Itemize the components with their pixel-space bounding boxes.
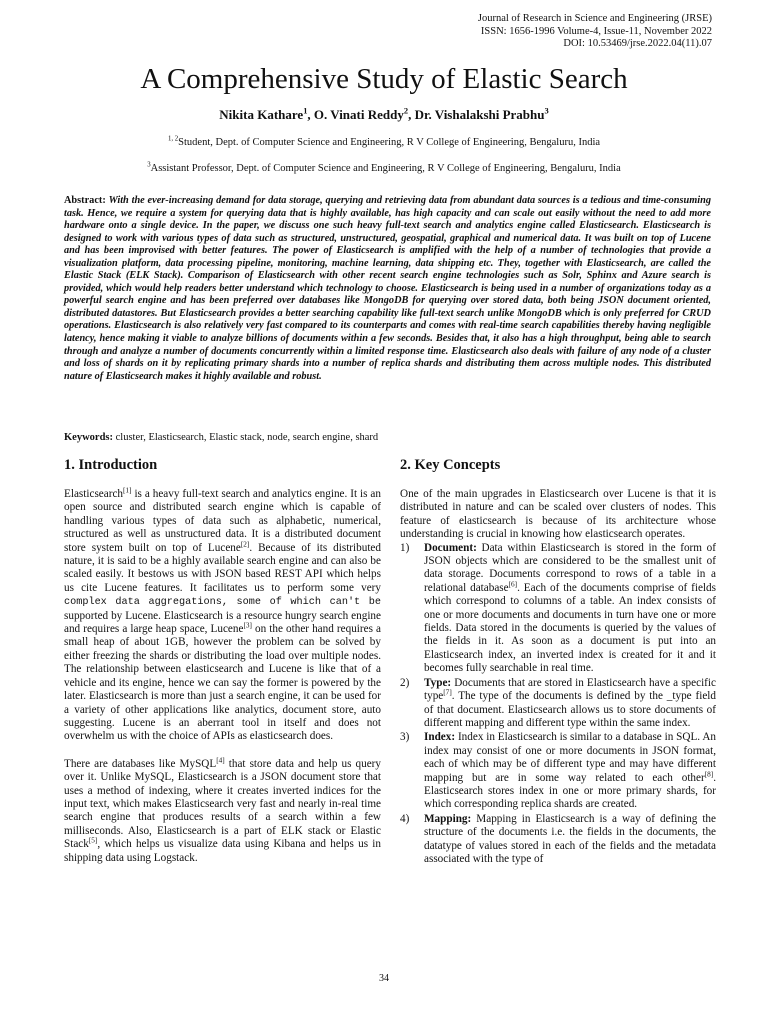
affiliation-1: [0, 137, 768, 148]
affiliation-1-sup: 1, 2: [167, 135, 179, 143]
keywords-label: Keywords:: [64, 432, 113, 443]
list-item: [400, 813, 716, 867]
journal-doi: DOI: 10.53469/jrse.2022.04(11).07: [563, 38, 712, 49]
journal-header: [478, 13, 712, 51]
abstract-text: With the ever-increasing demand for data storage, querying and retrieving data from abundant data sources is a tedious and time-consuming task. Hence, we require a system for querying data that is highly available, has high capacity and can scale out easily without the need to add more hardware onto a single device. In the paper, we discuss one such heavy full-text search and analytics engine called Elasticsearch. Elasticsearch is designed to work with various types of data such as structured, unstructured, geospatial, graphical and numerical data. It was built on top of Lucene and has been improvised with better features. The power of Elasticsearch is amplified with the help of a number of technologies that provide a visualization platform, data processing pipeline, monitoring, machine learning, data shipping etc. They, together with Elasticsearch, are called the Elastic Stack (ELK Stack). Comparison of Elasticsearch with other recent search engine technologies such as Solr, Sphinx and Azure search is provided, which would help readers better understand which technology to choose. Elasticsearch is being used in a number of organizations today as a powerful search engine and has been preferred over databases like MongoDB for querying over stored data, both being JSON document oriented, distributed datastores. But Elasticsearch provides a better searching capability like full-text search unlike MongoDB which is only preferred for CRUD operations. Elasticsearch is also relatively very fast compared to its counterparts and comes with real-time search capabilities thereby having negligible latency, hence making it viable to analyze billions of documents within a few seconds. Besides that, it also has a high throughput, being able to search through and analyze a number of documents concurrently within a limited response time. Elasticsearch also deals with failure of any node of a cluster and loss of shards on it by replicating primary shards into a number of replica shards and distributing them across multiple nodes. This distributed nature of Elasticsearch makes it highly available and robust.: [64, 195, 711, 382]
section-heading-key-concepts: 2. Key Concepts: [400, 457, 501, 473]
text-run: supported by Lucene. Elasticsearch is a resource hungry search engine and requires a large heap space, Lucene: [64, 609, 381, 636]
list-item: [400, 542, 716, 676]
author-separator: ,: [408, 107, 415, 122]
author-1-sup: 1: [303, 105, 308, 116]
citation: [8]: [704, 769, 714, 778]
text-run: Index in Elasticsearch is similar to a database in SQL. An index may consist of one or more documents in JSON format, each of which may be of different type and may have different mapping but are in some way related to each other: [424, 731, 716, 784]
text-run: on the other hand requires a small heap of about 1GB, however the problem can be solved by either freezing the shards or distributing the load over multiple nodes. The relationship between elasticsearch and Lucene is like that of a vehicle and its engine, hence we can say the former is powered by the later. Elasticsearch is more than just a search engine, it can be used for a variety of other applications like analytics, document store, auto suggesting. Lucene is an aberrant tool in itself and does not overwhelm us with the choice of APIs as elasticsearch does.: [64, 623, 381, 743]
keywords: [64, 431, 711, 444]
text-run: Data within Elasticsearch is stored in the form of JSON objects which are considered to be the smallest unit of data storage. Documents correspond to rows of a table in a relational database: [424, 541, 716, 594]
journal-name: Journal of Research in Science and Engineering (JRSE): [477, 13, 712, 24]
text-run: Mapping in Elasticsearch is a way of defining the structure of the documents i.e. the fields in the documents, the datatype of values stored in each of the fields and the metadata associated with the type of: [424, 812, 716, 865]
left-column: [64, 456, 381, 865]
concepts-list: [400, 542, 716, 867]
citation: [5]: [88, 836, 98, 845]
concepts-intro-paragraph: One of the main upgrades in Elasticsearch over Lucene is that it is distributed in nature and can be scaled over clusters of nodes. This feature of elasticsearch is because of its architecture whose understanding is crucial in knowing how elasticsearch operates.: [400, 488, 716, 541]
text-run: Documents that are stored in Elasticsearch have a specific type: [424, 676, 716, 703]
text-run: . Elasticsearch stores index in one or more primary shards, for which corresponding replica shards are created.: [424, 771, 716, 811]
list-term: Document:: [424, 541, 477, 554]
text-run: Elasticsearch: [64, 488, 124, 500]
list-term: Index:: [424, 731, 456, 744]
list-number: 1): [400, 541, 410, 554]
author-1: Nikita Kathare: [219, 107, 304, 122]
abstract: [64, 195, 711, 383]
citation: [3]: [243, 621, 252, 630]
author-separator: ,: [307, 107, 314, 122]
list-term: Type:: [424, 676, 452, 689]
text-run: There are databases like MySQL: [64, 757, 217, 770]
citation: [4]: [216, 755, 225, 764]
text-run: . Because of its distributed nature, it is said to be a highly available search engine and can also be scaled easily. It bestows us with JSON based REST API which helps us cite Lucene features. It facilitates us to perform some very: [64, 541, 381, 594]
text-run: . The type of the documents is defined by the _type field of that document. Elasticsearch allows us to store documents of different mapping and different type within the same index.: [424, 690, 716, 729]
text-run: is a heavy full-text search and analytics engine. It is an open source and distributed search engine which is capable of handling various types of data such as alphabetic, numerical, structured as well as unstructured data. It is a distributed document store system built on top of Lucene: [64, 488, 381, 554]
text-run: . Each of the documents comprise of fields which correspond to columns of a table. An index consists of one or more documents and documents in turn have one or more fields. Data stored in the documents is queried by the values of the fields in it. As soon as a document is put into an Elasticsearch index, an inverted index is created for it and it becomes fully searchable in real time.: [424, 581, 716, 675]
right-column: [400, 456, 716, 867]
list-number: 2): [400, 676, 410, 689]
text-run: , which helps us visualize data using Kibana and helps us in shipping data using Logstack.: [64, 838, 381, 864]
citation: [6]: [508, 580, 518, 589]
citation: [2]: [240, 539, 250, 548]
author-list: [0, 107, 768, 123]
affiliation-1-text: Student, Dept. of Computer Science and Engineering, R V College of Engineering, Bengaluru, India: [178, 137, 601, 148]
author-3: Dr. Vishalakshi Prabhu: [414, 107, 545, 122]
text-run-monospace: complex data aggregations, some of which can't be: [64, 597, 381, 609]
affiliation-2-sup: 3: [147, 161, 151, 169]
keywords-text: cluster, Elasticsearch, Elastic stack, node, search engine, shard: [115, 432, 379, 443]
section-heading-introduction: 1. Introduction: [64, 457, 158, 473]
list-item: [400, 677, 716, 731]
list-item: [400, 731, 716, 811]
text-run: that store data and help us query over it. Unlike MySQL, Elasticsearch is a JSON document store that uses a method of indexing, where it creates inverted indices for the input text, which makes Elasticsearch very fast and nearly in-real time search engine that produces results of a search within a few milliseconds. Also, Elasticsearch is a part of ELK stack or Elastic Stack: [64, 757, 381, 851]
affiliation-2-text: Assistant Professor, Dept. of Computer Science and Engineering, R V College of Engineering, Bengaluru, India: [150, 163, 621, 174]
list-number: 4): [400, 812, 410, 825]
abstract-label: Abstract:: [64, 195, 106, 206]
citation: [7]: [443, 688, 452, 697]
journal-issn: ISSN: 1656-1996 Volume-4, Issue-11, November 2022: [480, 25, 712, 37]
list-number: 3): [400, 731, 410, 744]
intro-paragraph-2: [64, 755, 381, 865]
paper-title: A Comprehensive Study of Elastic Search: [140, 63, 628, 95]
list-term: Mapping:: [424, 812, 472, 825]
citation: [1]: [123, 486, 132, 495]
affiliation-2: [0, 163, 768, 174]
author-3-sup: 3: [544, 105, 549, 116]
page-number: 34: [379, 973, 389, 984]
intro-paragraph-1: [64, 488, 381, 744]
author-2-sup: 2: [403, 105, 409, 116]
author-2: O. Vinati Reddy: [313, 107, 404, 122]
